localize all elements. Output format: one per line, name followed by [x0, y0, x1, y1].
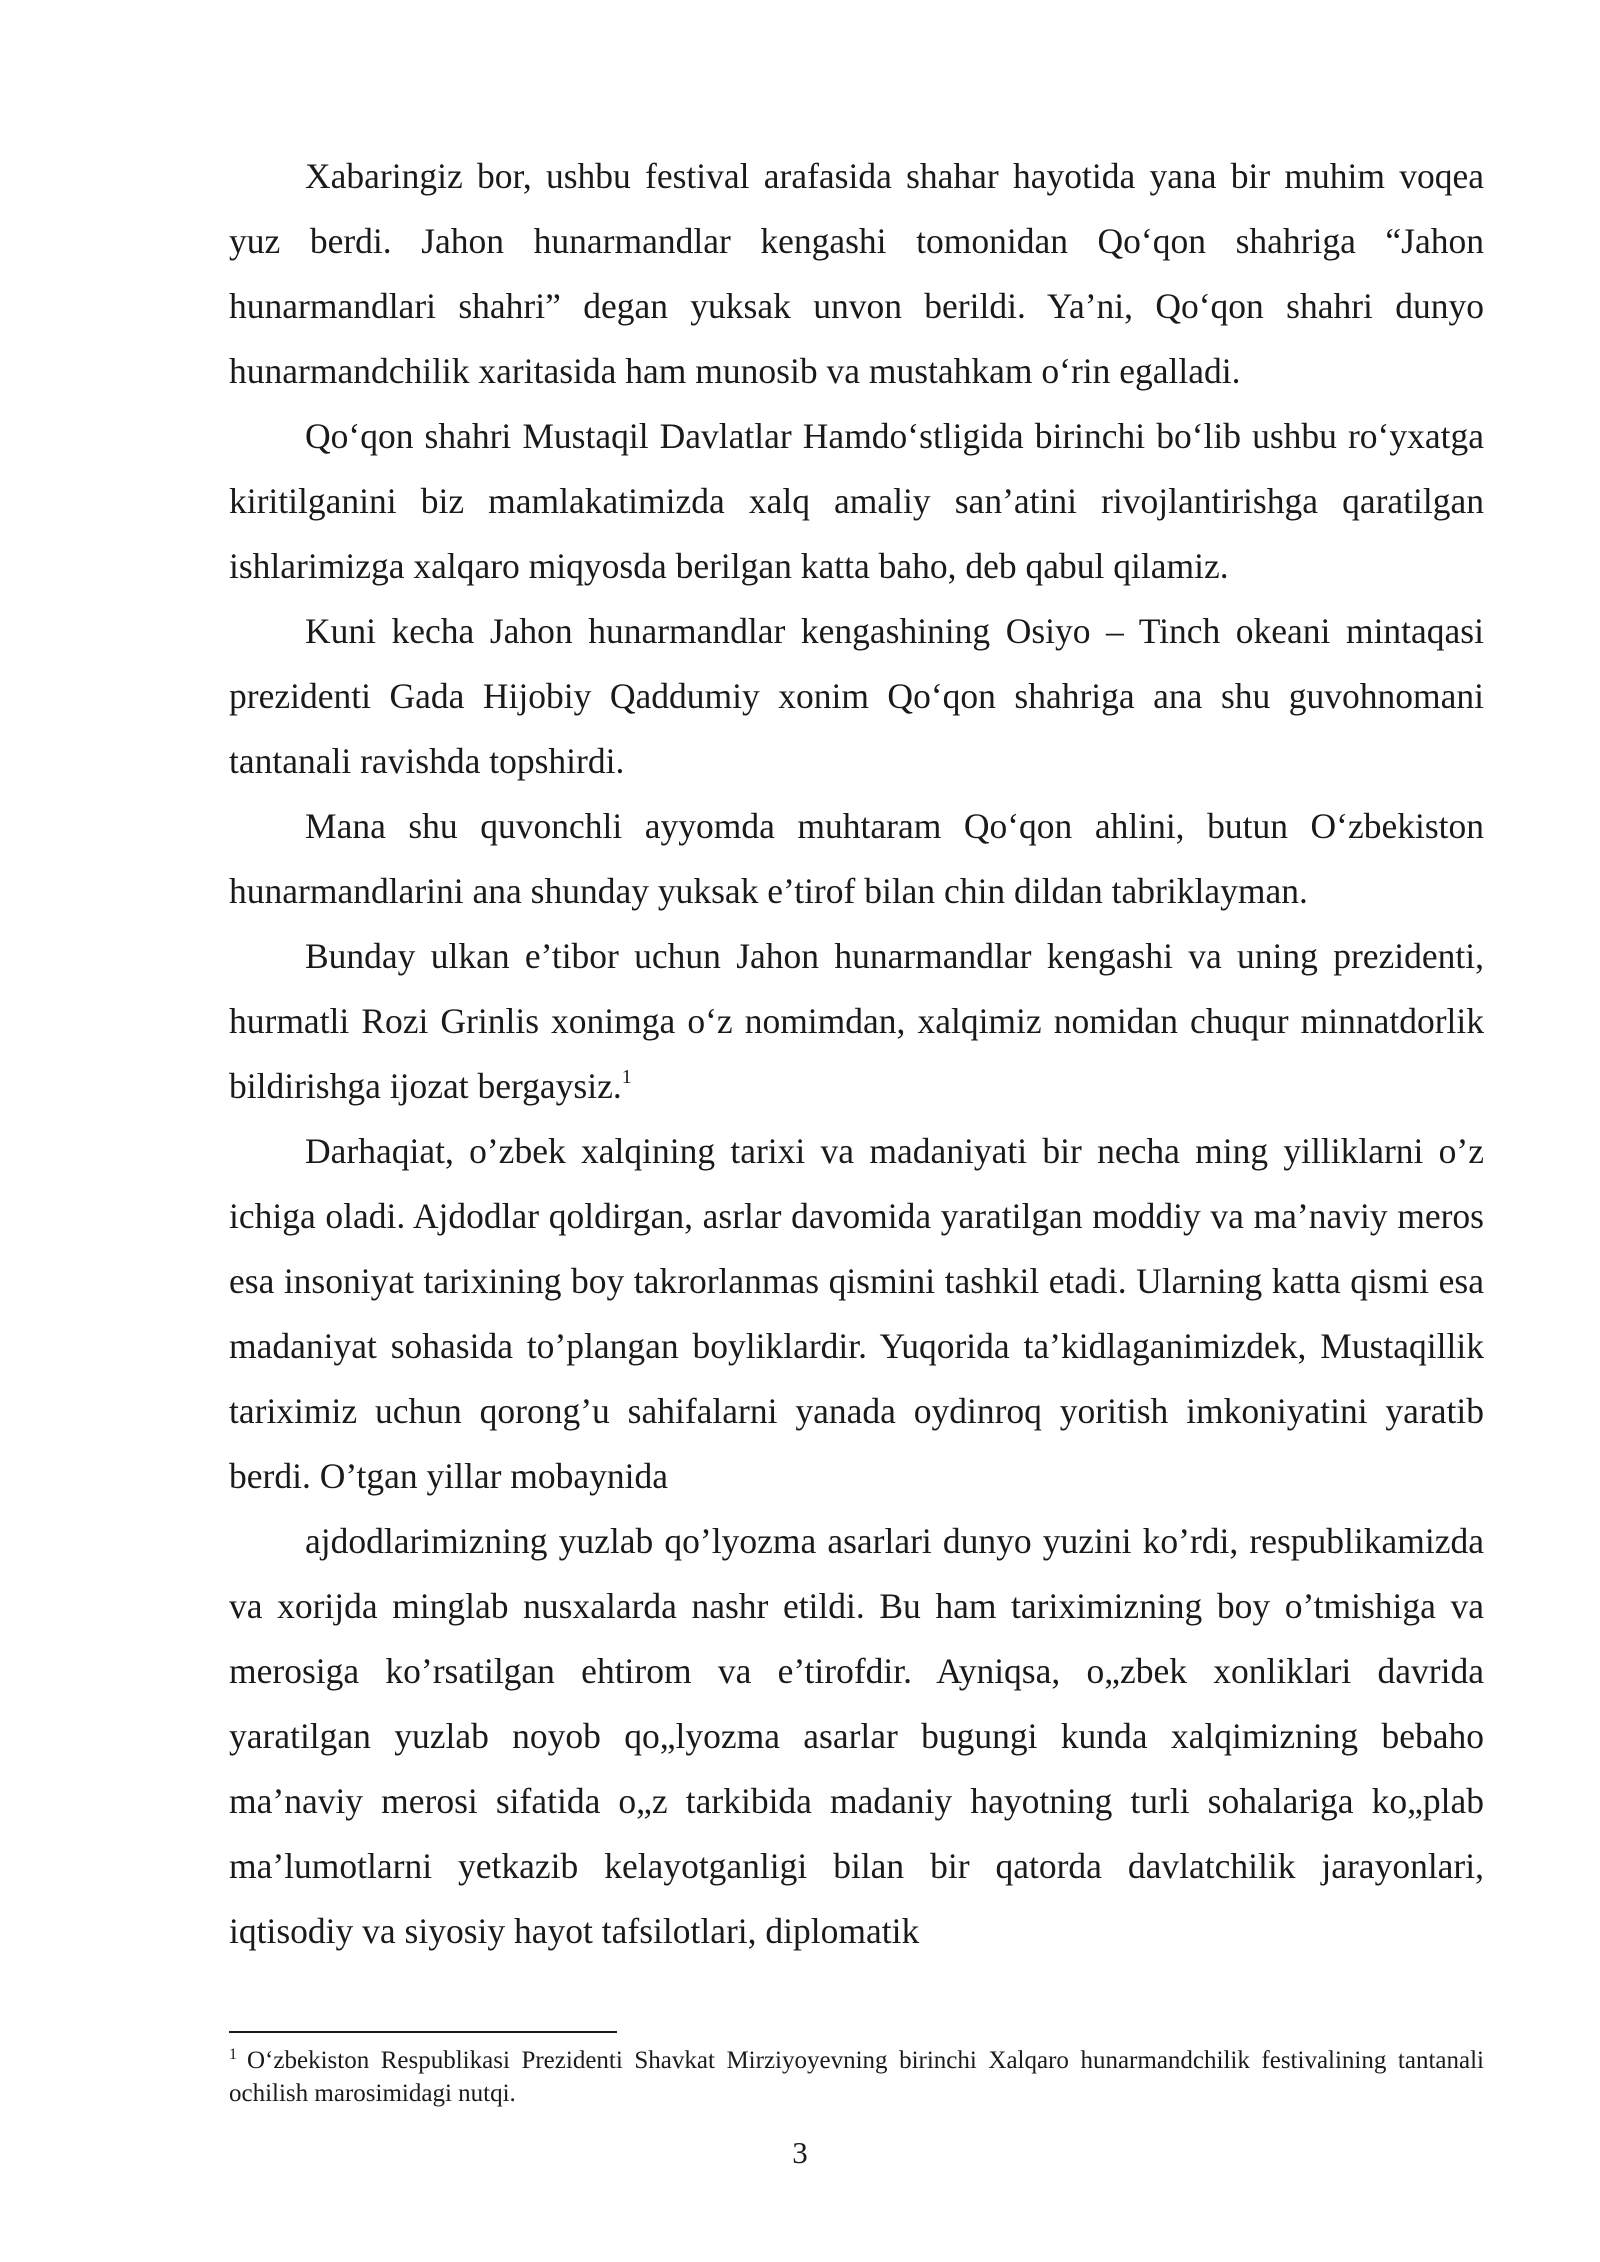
footnote-text: O‘zbekiston Respublikasi Prezidenti Shavkat Mirziyoyevning birinchi Xalqaro hunarmandchilik festivalining tantanali ochilish marosimidagi nutqi.	[229, 2047, 1484, 2107]
paragraph-4: Mana shu quvonchli ayyomda muhtaram Qo‘qon ahlini, butun O‘zbekiston hunarmandlarini ana shunday yuksak e’tirof bilan chin dildan tabriklayman.	[229, 806, 1484, 911]
paragraph-7: ajdodlarimizning yuzlab qo’lyozma asarlari dunyo yuzini ko’rdi, respublikamizda va xorijda minglab nusxalarda nashr etildi. Bu ham tariximizning boy o’tmishiga va merosiga ko’rsatilgan ehtirom va e’tirofdir. Ayniqsa, o„zbek xonliklari davrida yaratilgan yuzlab noyob qo„lyozma asarlar bugungi kunda xalqimizning bebaho ma’naviy merosi sifatida o„z tarkibida madaniy hayotning turli sohalariga ko„plab ma’lumotlarni yetkazib kelayotganligi bilan bir qatorda davlatchilik jarayonlari, iqtisodiy va siyosiy hayot tafsilotlari, diplomatik	[229, 1521, 1484, 1951]
footnote-separator	[229, 2031, 617, 2033]
paragraph-2: Qo‘qon shahri Mustaqil Davlatlar Hamdo‘stligida birinchi bo‘lib ushbu ro‘yxatga kiritilganini biz mamlakatimizda xalq amaliy san’atini rivojlantirishga qaratilgan ishlarimizga xalqaro miqyosda berilgan katta baho, deb qabul qilamiz.	[229, 416, 1484, 586]
paragraph-6: Darhaqiat, o’zbek xalqining tarixi va madaniyati bir necha ming yilliklarni o’z ichiga oladi. Ajdodlar qoldirgan, asrlar davomida yaratilgan moddiy va ma’naviy meros esa insoniyat tarixining boy takrorlanmas qismini tashkil etadi. Ularning katta qismi esa madaniyat sohasida to’plangan boyliklardir. Yuqorida ta’kidlaganimizdek, Mustaqillik tariximiz uchun qorong’u sahifalarni yanada oydinroq yoritish imkoniyatini yaratib berdi. O’tgan yillar mobaynida	[229, 1131, 1484, 1496]
footnote	[229, 2044, 1484, 2110]
paragraph-5-text: Bunday ulkan e’tibor uchun Jahon hunarmandlar kengashi va uning prezidenti, hurmatli Rozi Grinlis xonimga o‘z nomimdan, xalqimiz nomidan chuqur minnatdorlik bildirishga ijozat bergaysiz.	[229, 936, 1484, 1106]
footnote-reference[interactable]: 1	[621, 1066, 632, 1089]
paragraph-3: Kuni kecha Jahon hunarmandlar kengashining Osiyo – Tinch okeani mintaqasi prezidenti Gada Hijobiy Qaddumiy xonim Qo‘qon shahriga ana shu guvohnomani tantanali ravishda topshirdi.	[229, 611, 1484, 781]
footnote-marker: 1	[229, 2045, 237, 2063]
page-number: 3	[792, 2135, 808, 2170]
body-text	[229, 144, 1484, 1964]
paragraph-5	[229, 924, 1484, 1119]
paragraph-1: Xabaringiz bor, ushbu festival arafasida shahar hayotida yana bir muhim voqea yuz berdi. Jahon hunarmandlar kengashi tomonidan Qo‘qon shahriga “Jahon hunarmandlari shahri” degan yuksak unvon berildi. Ya’ni, Qo‘qon shahri dunyo hunarmandchilik xaritasida ham munosib va mustahkam o‘rin egalladi.	[229, 156, 1484, 391]
